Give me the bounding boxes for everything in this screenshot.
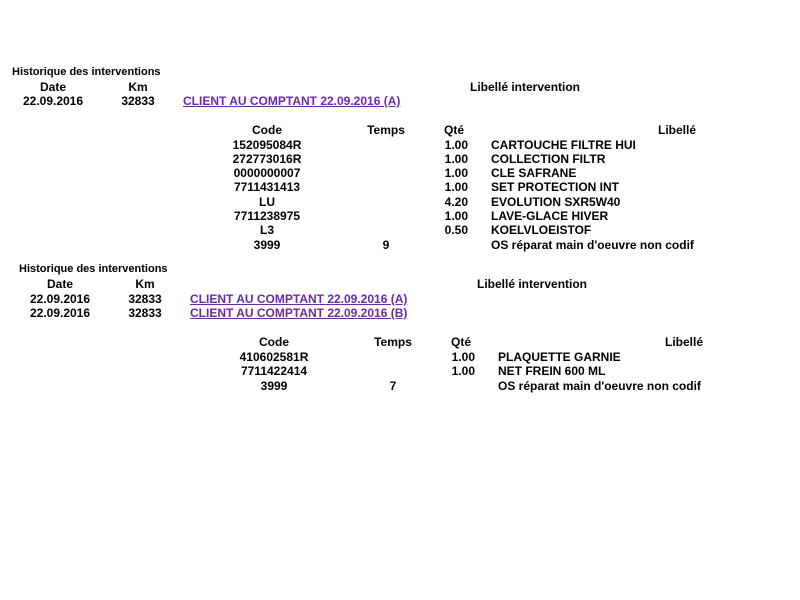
item-qte: 0.50 — [444, 223, 468, 237]
intervention-link-b[interactable]: CLIENT AU COMPTANT 22.09.2016 (B) — [190, 306, 408, 320]
section-title: Historique des interventions — [19, 263, 168, 275]
km-header: Km — [135, 277, 155, 291]
qte-header: Qté — [443, 123, 465, 137]
item-libelle: CARTOUCHE FILTRE HUI — [491, 138, 636, 152]
item-libelle: SET PROTECTION INT — [491, 180, 620, 194]
item-code: 152095084R — [232, 138, 302, 152]
intervention-date: 22.09.2016 — [22, 94, 84, 108]
code-header: Code — [259, 335, 289, 349]
item-code: 410602581R — [239, 350, 309, 364]
item-code: L3 — [259, 223, 275, 237]
item-code: LU — [259, 195, 275, 209]
item-code: 3999 — [253, 238, 281, 252]
item-libelle: OS réparat main d'oeuvre non codif — [498, 379, 701, 393]
item-libelle: KOELVLOEISTOF — [491, 223, 592, 237]
section-title: Historique des interventions — [12, 66, 161, 78]
item-qte: 1.00 — [444, 138, 468, 152]
intervention-km: 32833 — [121, 94, 155, 108]
libelle-header: Libellé — [657, 123, 697, 137]
intervention-link-a[interactable]: CLIENT AU COMPTANT 22.09.2016 (A) — [183, 94, 401, 108]
item-code: 7711422414 — [240, 364, 308, 378]
libelle-intervention-header: Libellé intervention — [476, 277, 588, 291]
item-code: 7711431413 — [233, 180, 301, 194]
item-libelle: OS réparat main d'oeuvre non codif — [491, 238, 694, 252]
km-header: Km — [128, 80, 148, 94]
libelle-intervention-header: Libellé intervention — [469, 80, 581, 94]
item-qte: 1.00 — [444, 152, 468, 166]
item-qte: 4.20 — [444, 195, 468, 209]
intervention-km: 32833 — [128, 306, 162, 320]
date-header: Date — [39, 80, 67, 94]
item-code: 3999 — [260, 379, 288, 393]
item-libelle: EVOLUTION SXR5W40 — [491, 195, 621, 209]
temps-header: Temps — [367, 123, 405, 137]
intervention-date: 22.09.2016 — [29, 292, 91, 306]
item-code: 272773016R — [232, 152, 302, 166]
item-libelle: COLLECTION FILTR — [491, 152, 606, 166]
qte-header: Qté — [450, 335, 472, 349]
intervention-km: 32833 — [128, 292, 162, 306]
item-libelle: LAVE-GLACE HIVER — [491, 209, 609, 223]
intervention-link-a[interactable]: CLIENT AU COMPTANT 22.09.2016 (A) — [190, 292, 408, 306]
item-libelle: PLAQUETTE GARNIE — [498, 350, 621, 364]
item-qte: 1.00 — [444, 180, 468, 194]
item-libelle: CLE SAFRANE — [491, 166, 577, 180]
item-temps: 9 — [382, 238, 390, 252]
item-qte: 1.00 — [444, 209, 468, 223]
item-temps: 7 — [389, 379, 397, 393]
item-qte: 1.00 — [444, 166, 468, 180]
item-qte: 1.00 — [451, 350, 475, 364]
libelle-header: Libellé — [664, 335, 704, 349]
item-code: 7711238975 — [233, 209, 301, 223]
item-code: 0000000007 — [233, 166, 301, 180]
item-qte: 1.00 — [451, 364, 475, 378]
intervention-date: 22.09.2016 — [29, 306, 91, 320]
date-header: Date — [46, 277, 74, 291]
item-libelle: NET FREIN 600 ML — [498, 364, 606, 378]
temps-header: Temps — [374, 335, 412, 349]
code-header: Code — [252, 123, 282, 137]
